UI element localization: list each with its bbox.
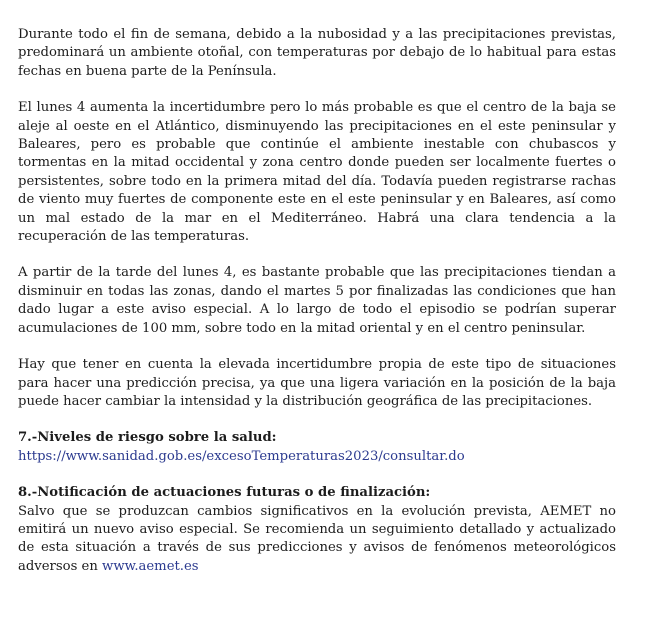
section-8-text: Salvo que se produzcan cambios significativos en la evolución prevista, AEMET no emitirá un nuevo aviso especial. Se recomienda un seguimiento detallado y actualizado de esta situación a través de sus predicciones y avisos de fenómenos meteorológicos adversos en [18, 503, 616, 574]
section-8-heading: 8.-Notificación de actuaciones futuras o de finalización: [18, 485, 431, 501]
aemet-link[interactable]: www.aemet.es [102, 558, 199, 574]
paragraph-uncertainty-note: Hay que tener en cuenta la elevada incertidumbre propia de este tipo de situaciones para hacer una predicción precisa, ya que una ligera variación en la posición de la baja puede hacer cambiar la intensidad y la distribución geográfica de las precipitaciones. [18, 357, 616, 409]
section-7-heading: 7.-Niveles de riesgo sobre la salud: [18, 430, 277, 446]
document-page [18, 26, 616, 594]
section-health-risk [18, 429, 616, 466]
section-8-body [18, 503, 616, 577]
paragraph-monday-afternoon-forecast: A partir de la tarde del lunes 4, es bastante probable que las precipitaciones tiendan a disminuir en todas las zonas, dando el martes 5 por finalizadas las condiciones que han dado lugar a este aviso especial. A lo largo de todo el episodio se podrían superar acumulaciones de 100 mm, sobre todo en la mitad oriental y en el centro peninsular. [18, 265, 616, 336]
health-risk-link[interactable]: https://www.sanidad.gob.es/excesoTemperaturas2023/consultar.do [18, 448, 465, 464]
section-future-actions [18, 484, 616, 576]
paragraph-weekend-forecast: Durante todo el fin de semana, debido a la nubosidad y a las precipitaciones previstas, predominará un ambiente otoñal, con temperaturas por debajo de lo habitual para estas fechas en buena parte de la Península. [18, 27, 616, 79]
paragraph-monday-forecast: El lunes 4 aumenta la incertidumbre pero lo más probable es que el centro de la baja se aleje al oeste en el Atlántico, disminuyendo las precipitaciones en el este peninsular y Baleares, pero es probable que continúe el ambiente inestable con chubascos y tormentas en la mitad occidental y zona centro donde pueden ser localmente fuertes o persistentes, sobre todo en la primera mitad del día. Todavía pueden registrarse rachas de viento muy fuertes de componente este en el este peninsular y en Baleares, así como un mal estado de la mar en el Mediterráneo. Habrá una clara tendencia a la recuperación de las temperaturas. [18, 100, 616, 245]
